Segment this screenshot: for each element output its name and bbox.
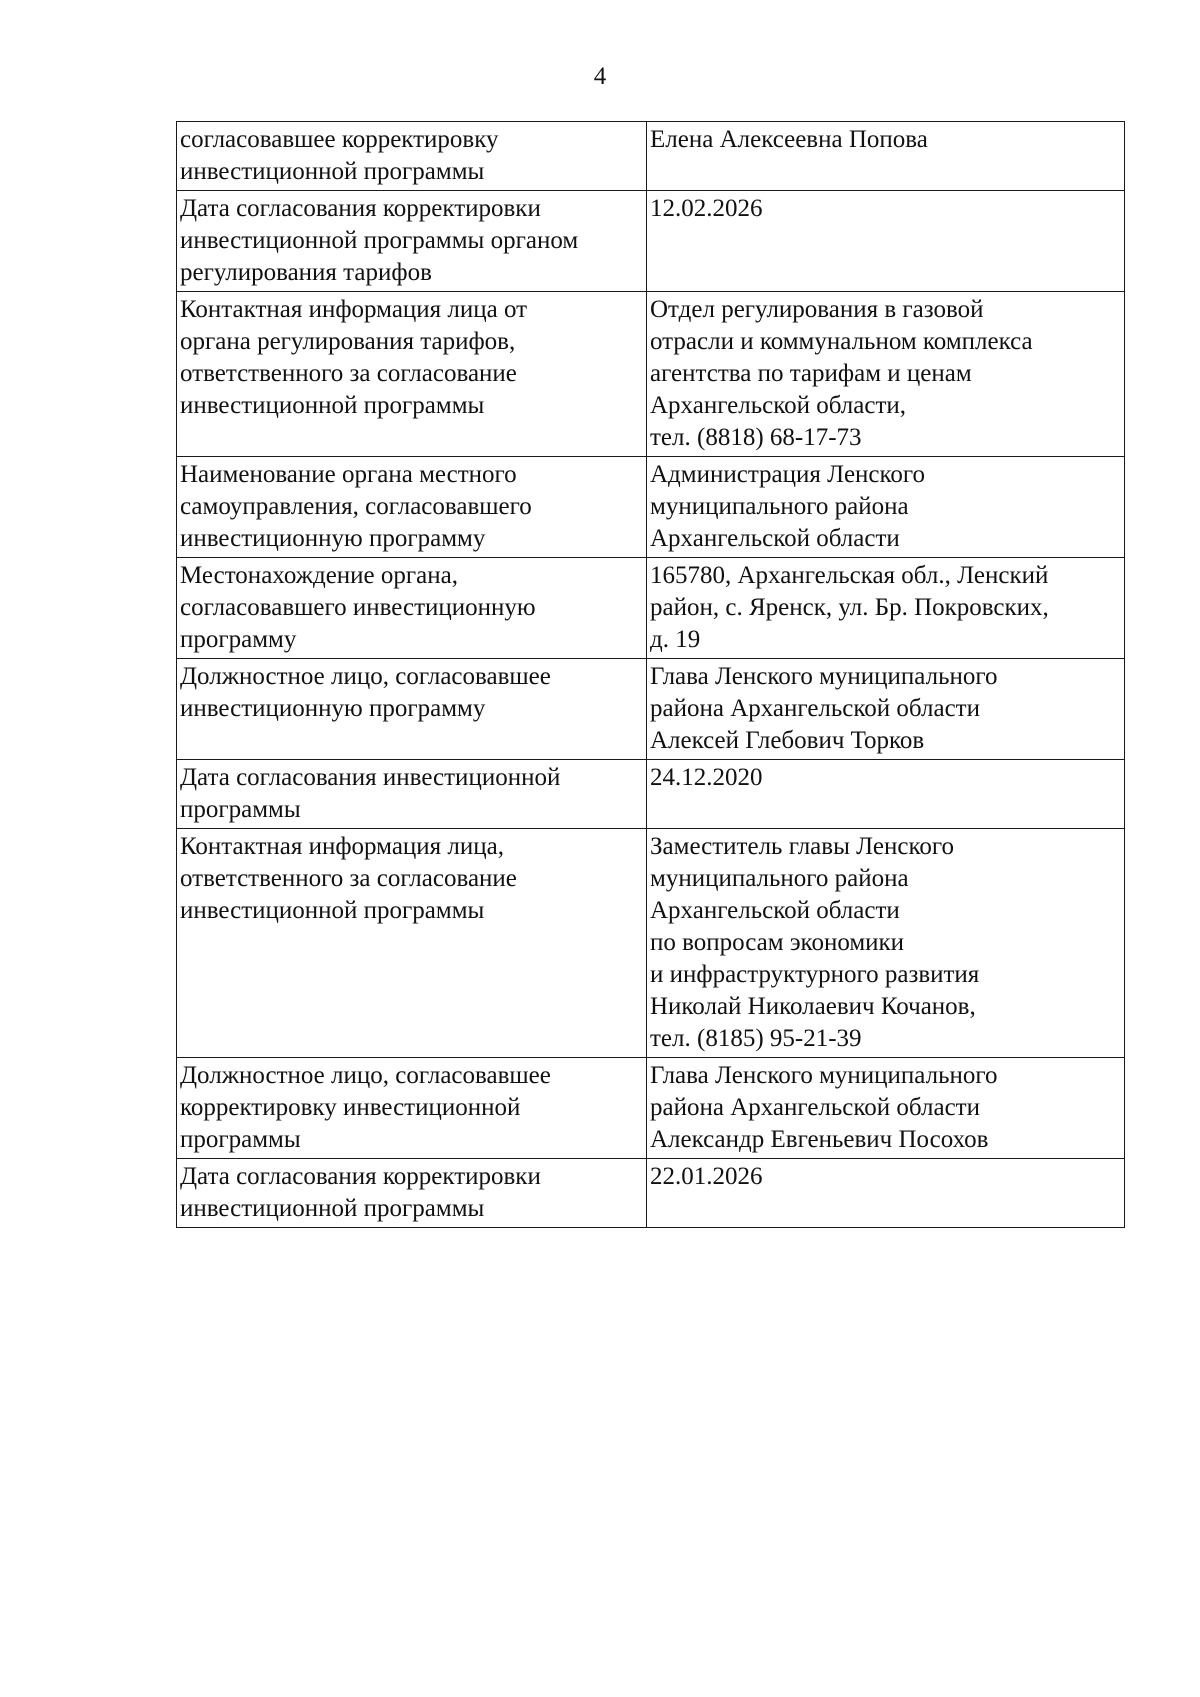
row-label: Должностное лицо, согласовавшее корректировку инвестиционной программы [177,1058,647,1159]
row-label: Дата согласования инвестиционной программы [177,760,647,829]
row-label: Наименование органа местного самоуправления, согласовавшего инвестиционную программу [177,457,647,558]
row-label: Местонахождение органа, согласовавшего инвестиционную программу [177,558,647,659]
row-value: Елена Алексеевна Попова [647,122,1125,191]
row-value: Глава Ленского муниципального района Архангельской области Александр Евгеньевич Посохов [647,1058,1125,1159]
row-label: Дата согласования корректировки инвестиционной программы [177,1159,647,1228]
row-label: Дата согласования корректировки инвестиционной программы органом регулирования тарифов [177,191,647,292]
row-value: Заместитель главы Ленского муниципального района Архангельской области по вопросам экономики и инфраструктурного развития Николай Николаевич Кочанов, тел. (8185) 95-21-39 [647,829,1125,1058]
page-number: 4 [593,63,607,90]
table-row [177,558,1125,659]
info-table [176,121,1125,1228]
row-value: Глава Ленского муниципального района Архангельской области Алексей Глебович Торков [647,659,1125,760]
table-row [177,122,1125,191]
row-label: согласовавшее корректировку инвестиционной программы [177,122,647,191]
row-value: Отдел регулирования в газовой отрасли и коммунальном комплекса агентства по тарифам и ценам Архангельской области, тел. (8818) 68-17-73 [647,292,1125,457]
row-value: Администрация Ленского муниципального района Архангельской области [647,457,1125,558]
row-label: Контактная информация лица от органа регулирования тарифов, ответственного за согласование инвестиционной программы [177,292,647,457]
row-label: Должностное лицо, согласовавшее инвестиционную программу [177,659,647,760]
table-row [177,457,1125,558]
row-value: 165780, Архангельская обл., Ленский район, с. Яренск, ул. Бр. Покровских, д. 19 [647,558,1125,659]
table-row [177,1058,1125,1159]
table-row [177,292,1125,457]
table-row [177,659,1125,760]
row-value: 12.02.2026 [647,191,1125,292]
table-row [177,1159,1125,1228]
row-label: Контактная информация лица, ответственного за согласование инвестиционной программы [177,829,647,1058]
row-value: 22.01.2026 [647,1159,1125,1228]
row-value: 24.12.2020 [647,760,1125,829]
table-row [177,191,1125,292]
table-row [177,760,1125,829]
table-row [177,829,1125,1058]
